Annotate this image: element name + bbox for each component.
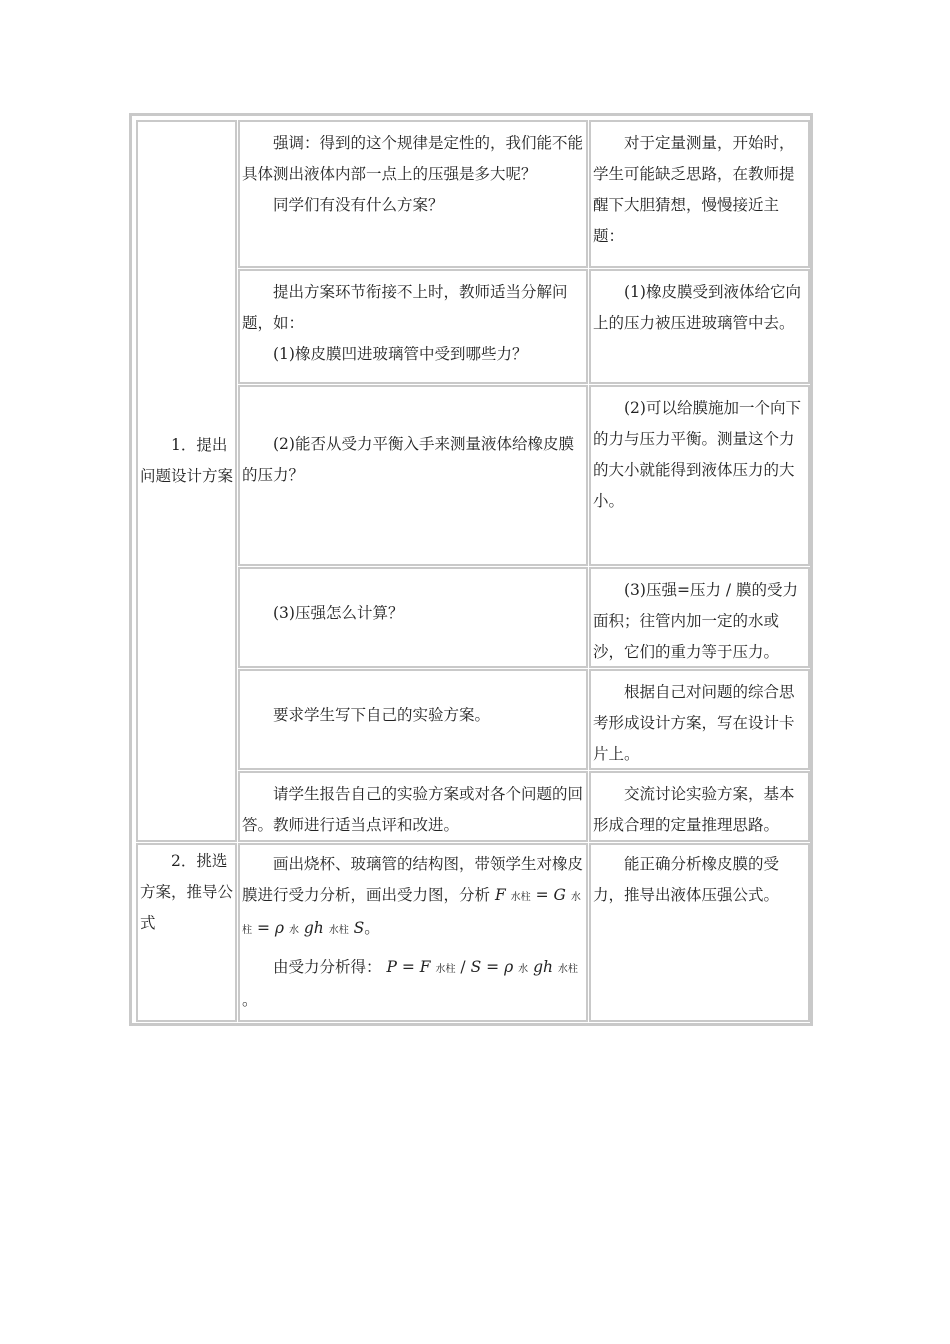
student-text: 交流讨论实验方案，基本形成合理的定量推理思路。 <box>593 785 795 834</box>
teacher-text <box>242 849 584 946</box>
teacher-text <box>242 952 584 1016</box>
teacher-cell <box>238 771 588 842</box>
stage-2-label: 2．挑选方案，推导公式 <box>140 852 234 932</box>
formula-prefix: 由受力分析得： <box>273 958 382 976</box>
student-cell <box>589 771 810 842</box>
student-text: (3)压强=压力 / 膜的受力面积；往管内加一定的水或沙，它们的重力等于压力。 <box>593 581 799 661</box>
student-text: 能正确分析橡皮膜的受力，推导出液体压强公式。 <box>593 855 780 904</box>
teacher-intro: 画出烧杯、玻璃管的结构图，带领学生对橡皮膜进行受力分析，画出受力图，分析 <box>242 855 584 904</box>
student-cell <box>589 269 810 384</box>
teacher-cell <box>238 843 588 1022</box>
teacher-text: 同学们有没有什么方案？ <box>273 196 444 214</box>
student-cell <box>589 669 810 770</box>
formula-weight: F 水柱 = G 水柱 = ρ 水 gh 水柱 S。 <box>242 886 581 937</box>
teacher-cell <box>238 269 588 384</box>
lesson-table <box>129 113 813 1026</box>
teacher-cell <box>238 385 588 566</box>
teacher-text: (3)压强怎么计算？ <box>273 604 404 622</box>
teacher-cell <box>238 567 588 668</box>
student-text: (1)橡皮膜受到液体给它向上的压力被压进玻璃管中去。 <box>593 283 801 332</box>
teacher-text: 要求学生写下自己的实验方案。 <box>273 706 491 724</box>
teacher-text: 强调：得到的这个规律是定性的，我们能不能具体测出液体内部一点上的压强是多大呢？ <box>242 134 584 183</box>
teacher-cell <box>238 120 588 268</box>
student-cell <box>589 385 810 566</box>
teacher-text: 请学生报告自己的实验方案或对各个问题的回答。教师进行适当点评和改进。 <box>242 785 584 834</box>
student-cell <box>589 843 810 1022</box>
stage-1-label: 1．提出问题设计方案 <box>140 436 234 485</box>
student-text: 根据自己对问题的综合思考形成设计方案，写在设计卡片上。 <box>593 683 795 763</box>
teacher-text: 提出方案环节衔接不上时，教师适当分解问题，如： <box>242 283 568 332</box>
formula-pressure: P = F 水柱 / S = ρ 水 gh 水柱 。 <box>242 958 578 1009</box>
teacher-cell <box>238 669 588 770</box>
stage-2-cell <box>136 843 237 1022</box>
teacher-text: (1)橡皮膜凹进玻璃管中受到哪些力？ <box>273 345 528 363</box>
teacher-text: (2)能否从受力平衡入手来测量液体给橡皮膜的压力？ <box>242 434 574 484</box>
student-text: (2)可以给膜施加一个向下的力与压力平衡。测量这个力的大小就能得到液体压力的大小。 <box>593 399 801 510</box>
student-cell <box>589 120 810 268</box>
student-cell <box>589 567 810 668</box>
student-text: 对于定量测量，开始时，学生可能缺乏思路，在教师提醒下大胆猜想，慢慢接近主题： <box>593 134 795 245</box>
stage-1-cell <box>136 120 237 842</box>
